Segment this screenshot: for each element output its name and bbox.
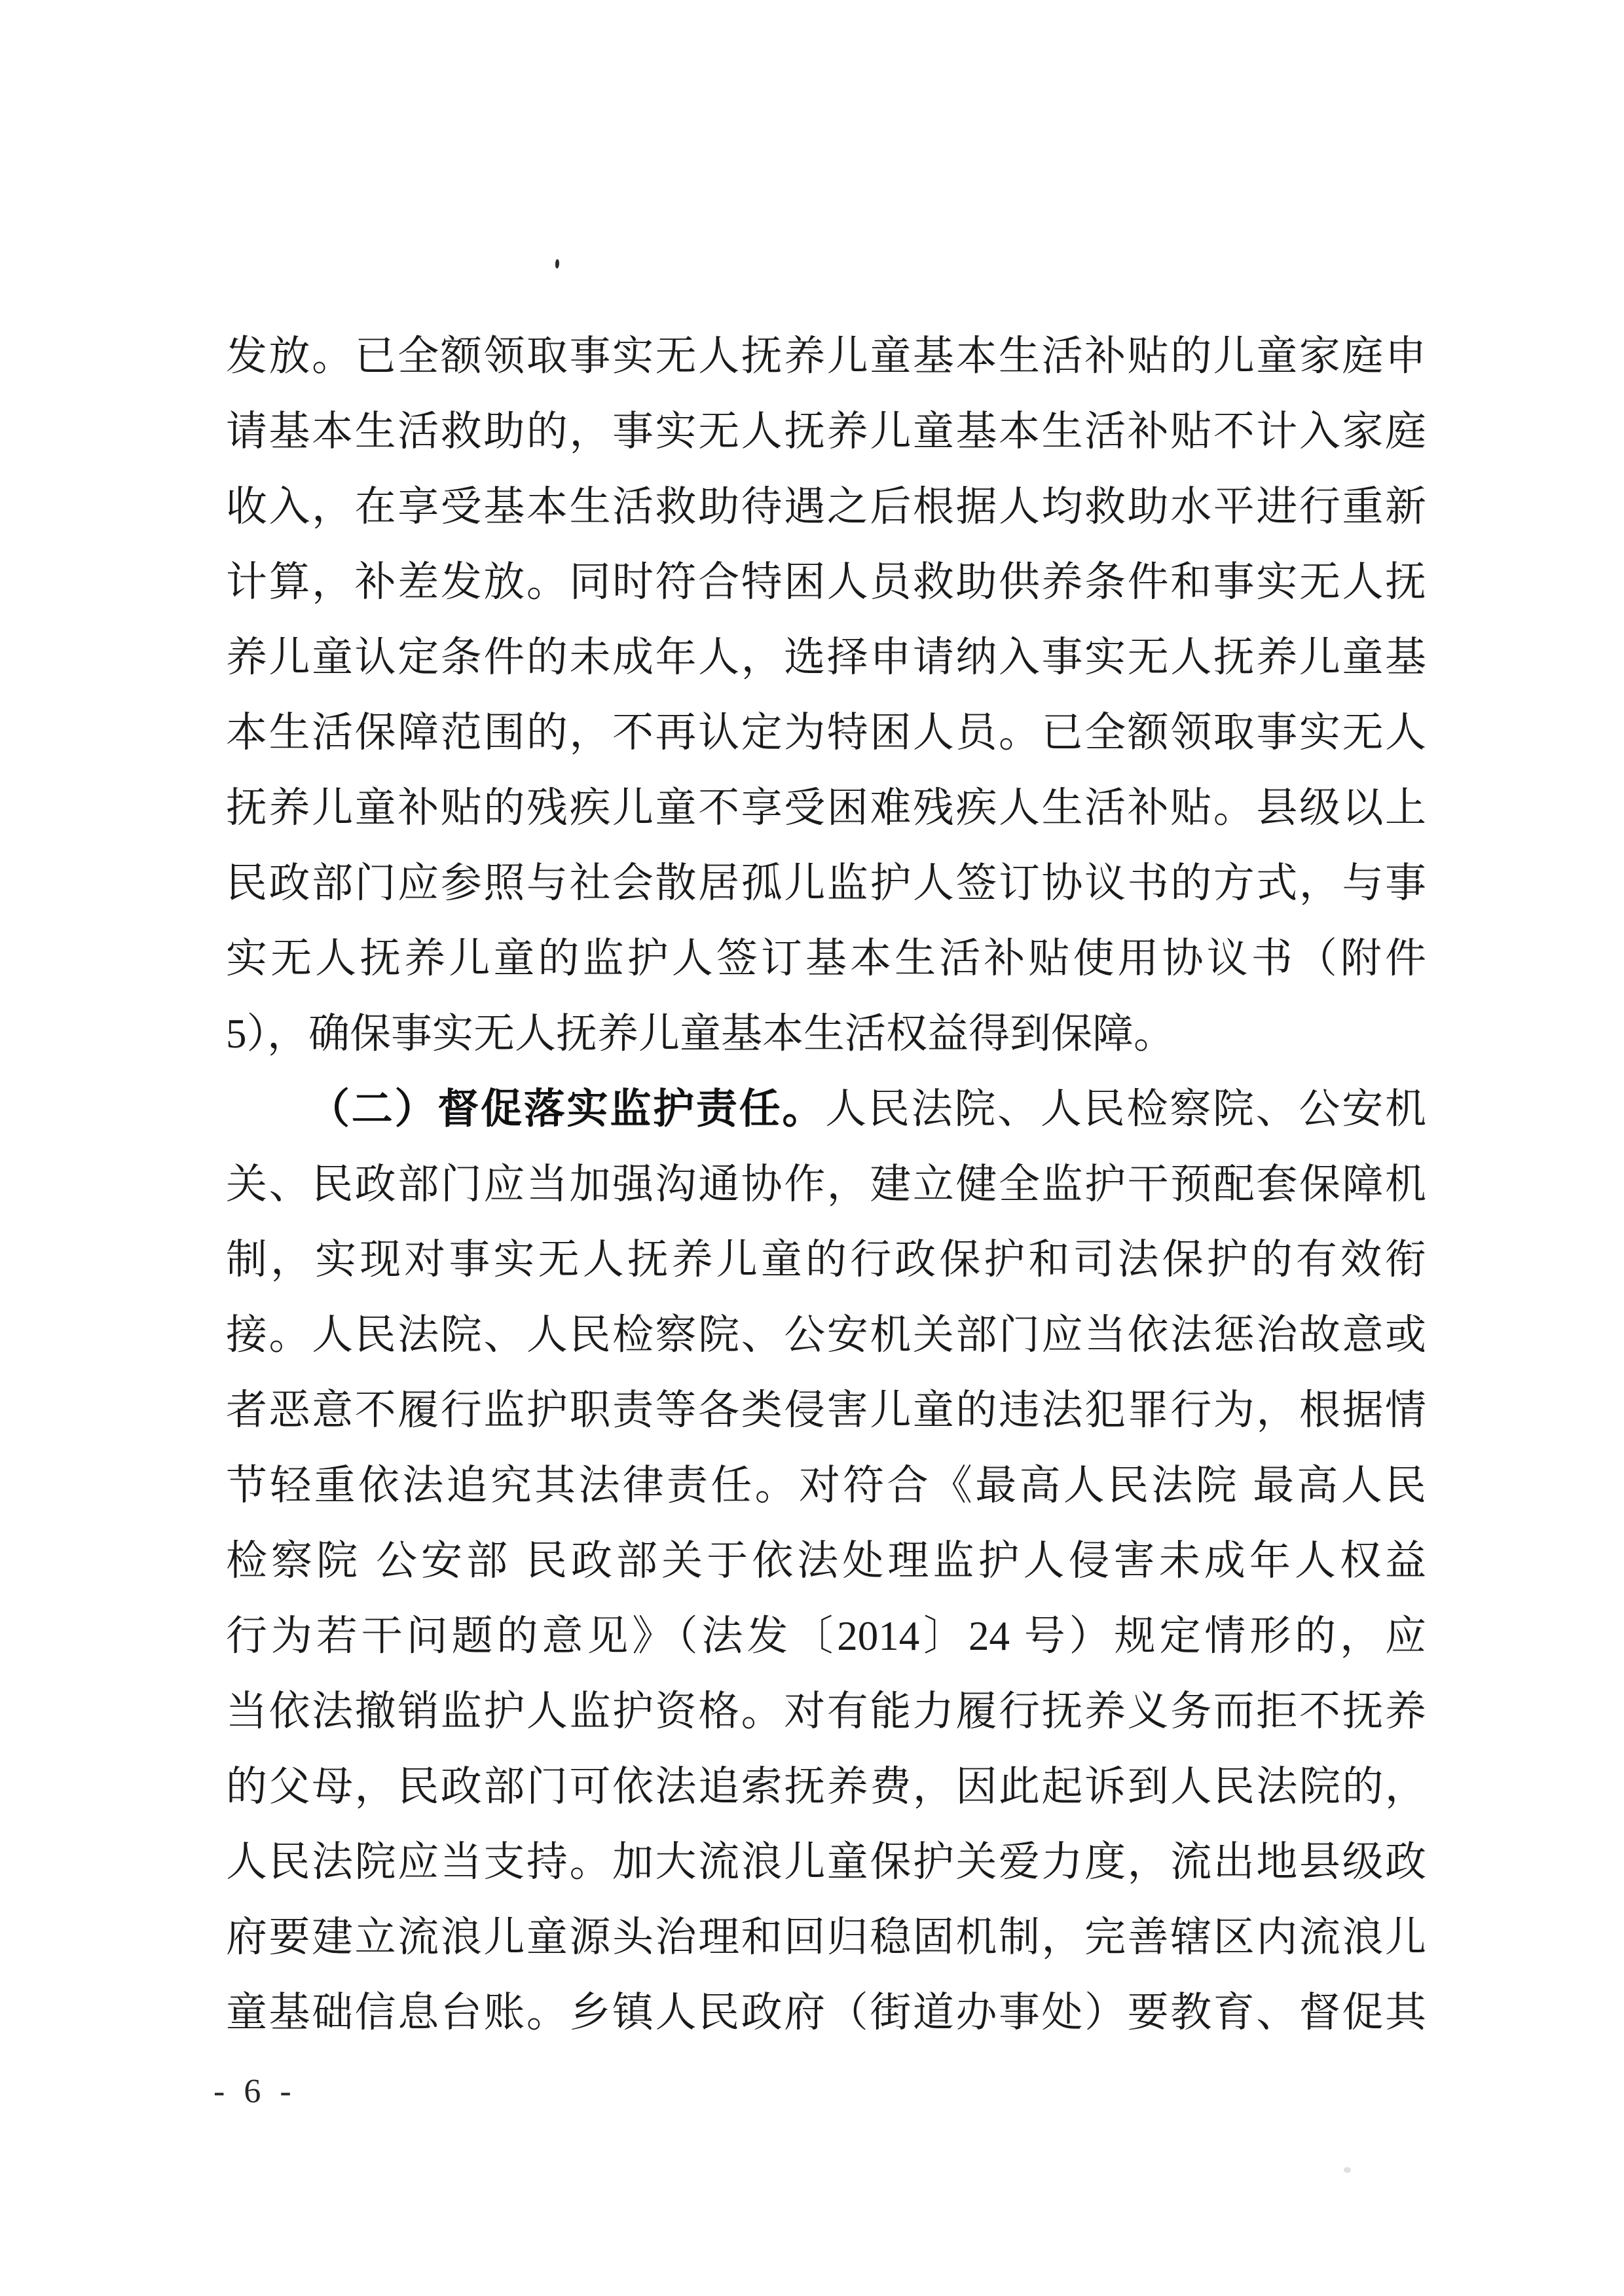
text-line [226,1825,1426,1900]
text-line [226,620,1426,695]
text-run: 发放。已全额领取事实无人抚养儿童基本生活补贴的儿童家庭申 [226,333,1426,379]
text-run: 制，实现对事实无人抚养儿童的行政保护和司法保护的有效衔 [226,1237,1426,1283]
text-run: 请基本生活救助的，事实无人抚养儿童基本生活补贴不计入家庭 [226,409,1426,454]
text-run: 的父母，民政部门可依法追索抚养费，因此起诉到人民法院的， [226,1764,1426,1810]
section-heading-run: （二）督促落实监护责任。 [308,1086,826,1132]
text-run: 本生活保障范围的，不再认定为特困人员。已全额领取事实无人 [226,710,1426,756]
text-line [226,1523,1426,1599]
text-line [226,771,1426,846]
text-line [226,469,1426,545]
text-line [226,1674,1426,1749]
text-run: 5），确保事实无人抚养儿童基本生活权益得到保障。 [226,1011,1175,1057]
text-run: 收入，在享受基本生活救助待遇之后根据人均救助水平进行重新 [226,484,1426,530]
text-line [226,319,1426,394]
text-line [226,921,1426,996]
text-line [226,1975,1426,2050]
page-number: - 6 - [213,2073,297,2110]
text-line [226,545,1426,620]
text-run: 检察院 公安部 民政部关于依法处理监护人侵害未成年人权益 [226,1538,1426,1584]
text-run: 当依法撤销监护人监护资格。对有能力履行抚养义务而拒不抚养 [226,1688,1426,1734]
text-run: 抚养儿童补贴的残疾儿童不享受困难残疾人生活补贴。县级以上 [226,785,1426,831]
text-run: 关、民政部门应当加强沟通协作，建立健全监护干预配套保障机 [226,1161,1426,1207]
scan-artifact-speck [1344,2167,1351,2173]
paragraph-basic-living-subsidy-continued [226,319,1426,1072]
text-line [226,1900,1426,1975]
text-run: 府要建立流浪儿童源头治理和回归稳固机制，完善辖区内流浪儿 [226,1914,1426,1960]
text-line [226,1749,1426,1825]
text-line [226,1599,1426,1674]
text-line [226,846,1426,921]
text-run: 接。人民法院、人民检察院、公安机关部门应当依法惩治故意或 [226,1312,1426,1358]
text-run: 民政部门应参照与社会散居孤儿监护人签订协议书的方式，与事 [226,860,1426,906]
text-line [226,1072,1426,1147]
text-line [226,394,1426,469]
text-line [226,1448,1426,1523]
text-line [226,695,1426,771]
text-run: 计算，补差发放。同时符合特困人员救助供养条件和事实无人抚 [226,559,1426,605]
text-run: 实无人抚养儿童的监护人签订基本生活补贴使用协议书（附件 [226,936,1426,981]
text-run: 童基础信息台账。乡镇人民政府（街道办事处）要教育、督促其 [226,1990,1426,2035]
text-run: 养儿童认定条件的未成年人，选择申请纳入事实无人抚养儿童基 [226,634,1426,680]
text-line [226,996,1426,1072]
ink-speck [555,259,560,268]
text-run: 人民法院、人民检察院、公安机 [825,1086,1427,1132]
text-line [226,1373,1426,1448]
text-block [226,319,1426,2050]
paragraph-section-two-guardianship [226,1072,1426,2050]
text-line [226,1222,1426,1298]
text-run: 者恶意不履行监护职责等各类侵害儿童的违法犯罪行为，根据情 [226,1387,1426,1433]
text-run: 人民法院应当支持。加大流浪儿童保护关爱力度，流出地县级政 [226,1839,1426,1885]
text-line [226,1298,1426,1373]
text-run: 节轻重依法追究其法律责任。对符合《最高人民法院 最高人民 [226,1463,1426,1508]
text-line [226,1147,1426,1222]
text-run: 行为若干问题的意见》（法发〔2014〕24 号）规定情形的，应 [226,1613,1426,1659]
